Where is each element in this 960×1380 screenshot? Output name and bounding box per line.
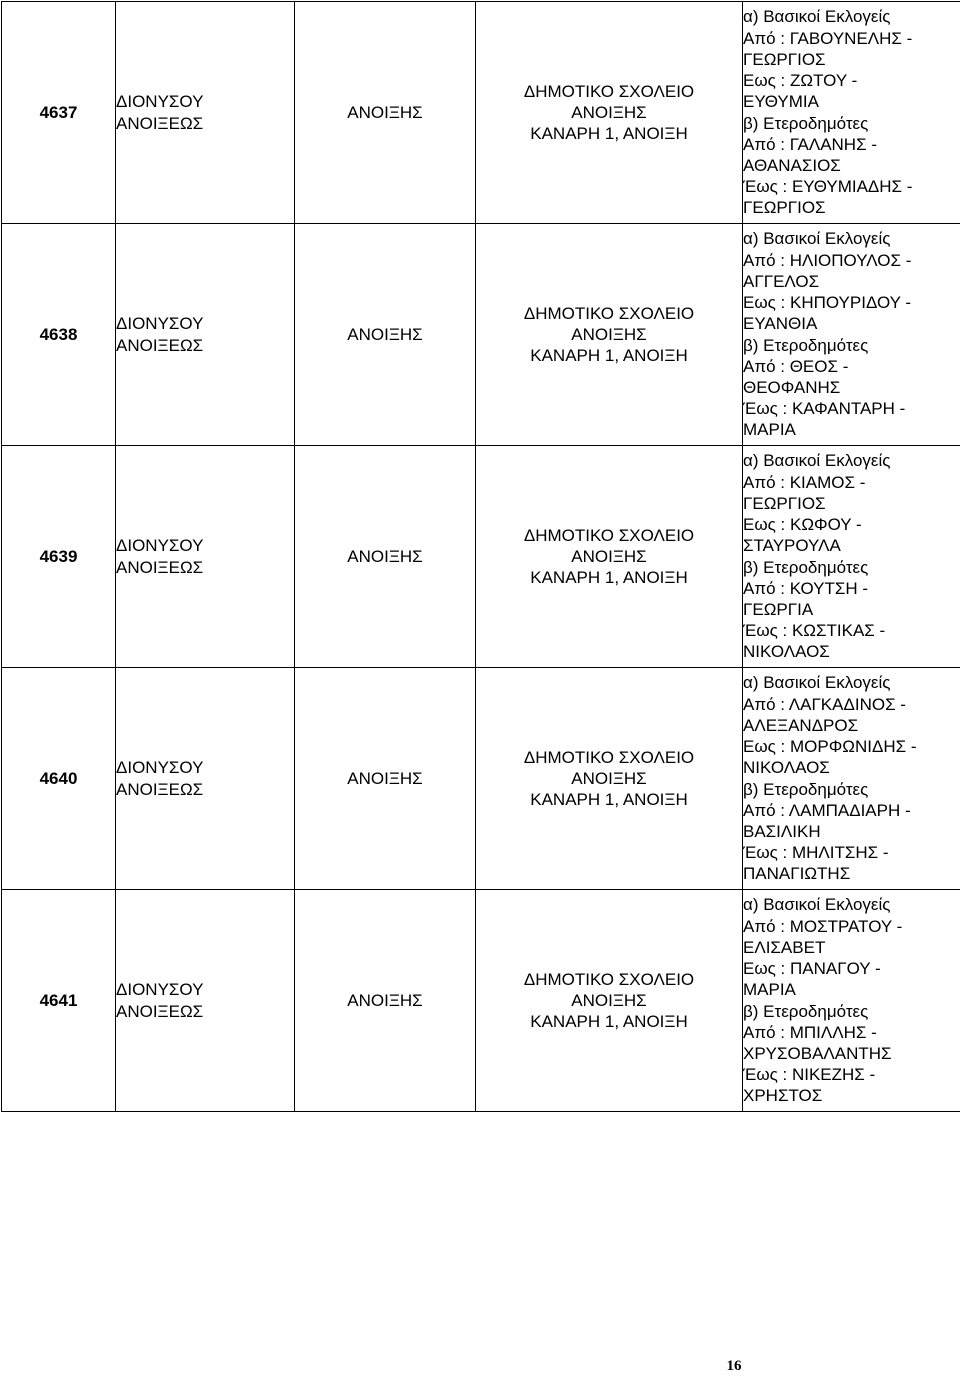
representatives-cell-line: Εως : ΚΗΠΟΥΡΙΔΟΥ - [743, 293, 912, 313]
representatives-cell-line: ΓΕΩΡΓΙΟΣ [743, 198, 826, 218]
municipality-cell [116, 2, 295, 224]
station-number: 4641 [2, 890, 116, 1112]
table-row [2, 446, 960, 668]
representatives-cell-line: ΓΕΩΡΓΙΟΣ [743, 493, 826, 513]
representatives-cell-line: β) Ετεροδημότες [743, 113, 869, 133]
representatives-cell-line: Έως : ΚΩΣΤΙΚΑΣ - [743, 621, 886, 641]
representatives-cell-line: ΓΕΩΡΓΙΟΣ [743, 49, 826, 69]
area-cell: ΑΝΟΙΞΗΣ [295, 2, 476, 224]
location-cell [476, 668, 743, 890]
table-body [2, 2, 960, 1112]
representatives-cell-line: ΧΡΥΣΟΒΑΛΑΝΤΗΣ [743, 1043, 892, 1063]
representatives-cell-line: Εως : ΠΑΝΑΓΟΥ - [743, 959, 881, 979]
municipality-cell-line: ΔΙΟΝΥΣΟΥ [116, 536, 204, 556]
representatives-cell-line: β) Ετεροδημότες [743, 779, 869, 799]
representatives-cell-line: ΜΑΡΙΑ [743, 420, 796, 440]
representatives-cell-line: ΒΑΣΙΛΙΚΗ [743, 821, 821, 841]
representatives-cell-line: ΕΛΙΣΑΒΕΤ [743, 937, 826, 957]
municipality-cell-line: ΔΙΟΝΥΣΟΥ [116, 980, 204, 1000]
municipality-cell-line: ΑΝΟΙΞΕΩΣ [116, 113, 204, 133]
location-cell-line: ΔΗΜΟΤΙΚΟ ΣΧΟΛΕΙΟ [523, 525, 695, 545]
representatives-cell-line: Από : ΓΑΒΟΥΝΕΛΗΣ - [743, 28, 913, 48]
location-cell-line: ΚΑΝΑΡΗ 1, ΑΝΟΙΞΗ [530, 568, 688, 588]
location-cell-line: ΑΝΟΙΞΗΣ [571, 990, 647, 1010]
representatives-cell-line: ΝΙΚΟΛΑΟΣ [743, 758, 830, 778]
location-cell-line: ΚΑΝΑΡΗ 1, ΑΝΟΙΞΗ [530, 346, 688, 366]
location-cell [476, 224, 743, 446]
representatives-cell-line: ΕΥΘΥΜΙΑ [743, 92, 819, 112]
representatives-cell-line: Από : ΓΑΛΑΝΗΣ - [743, 134, 877, 154]
location-cell-line: ΚΑΝΑΡΗ 1, ΑΝΟΙΞΗ [530, 1012, 688, 1032]
table-row [2, 2, 960, 224]
municipality-cell-line: ΑΝΟΙΞΕΩΣ [116, 779, 204, 799]
municipality-cell [116, 446, 295, 668]
location-cell-line: ΑΝΟΙΞΗΣ [571, 102, 647, 122]
representatives-cell-line: Έως : ΜΗΛΙΤΣΗΣ - [743, 843, 889, 863]
representatives-cell-line: ΧΡΗΣΤΟΣ [743, 1086, 823, 1106]
representatives-cell [743, 890, 960, 1112]
representatives-cell-line: Από : ΘΕΟΣ - [743, 356, 849, 376]
representatives-cell [743, 668, 960, 890]
location-cell-line: ΑΝΟΙΞΗΣ [571, 324, 647, 344]
municipality-cell-line: ΔΙΟΝΥΣΟΥ [116, 758, 204, 778]
municipality-cell-line: ΑΝΟΙΞΕΩΣ [116, 557, 204, 577]
location-cell-line: ΔΗΜΟΤΙΚΟ ΣΧΟΛΕΙΟ [523, 81, 695, 101]
representatives-cell-line: Εως : ΖΩΤΟΥ - [743, 71, 858, 91]
representatives-cell-line: β) Ετεροδημότες [743, 1001, 869, 1021]
station-number: 4639 [2, 446, 116, 668]
representatives-cell-line: Εως : ΜΟΡΦΩΝΙΔΗΣ - [743, 737, 917, 757]
representatives-cell-line: α) Βασικοί Εκλογείς [743, 673, 891, 693]
location-cell-line: ΔΗΜΟΤΙΚΟ ΣΧΟΛΕΙΟ [523, 747, 695, 767]
area-cell: ΑΝΟΙΞΗΣ [295, 224, 476, 446]
representatives-cell-line: ΘΕΟΦΑΝΗΣ [743, 377, 841, 397]
location-cell-line: ΑΝΟΙΞΗΣ [571, 768, 647, 788]
representatives-cell-line: Έως : ΕΥΘΥΜΙΑΔΗΣ - [743, 177, 913, 197]
representatives-cell-line: ΑΛΕΞΑΝΔΡΟΣ [743, 715, 859, 735]
representatives-cell [743, 224, 960, 446]
location-cell-line: ΚΑΝΑΡΗ 1, ΑΝΟΙΞΗ [530, 790, 688, 810]
table-row [2, 224, 960, 446]
representatives-cell-line: α) Βασικοί Εκλογείς [743, 229, 891, 249]
representatives-cell-line: α) Βασικοί Εκλογείς [743, 895, 891, 915]
representatives-cell-line: ΜΑΡΙΑ [743, 980, 796, 1000]
representatives-cell-line: ΝΙΚΟΛΑΟΣ [743, 642, 830, 662]
representatives-cell-line: α) Βασικοί Εκλογείς [743, 451, 891, 471]
representatives-cell [743, 446, 960, 668]
representatives-cell-line: Από : ΛΑΜΠΑΔΙΑΡΗ - [743, 800, 911, 820]
page-number: 16 [726, 1358, 742, 1374]
table-row [2, 890, 960, 1112]
representatives-cell-line: ΕΥΑΝΘΙΑ [743, 314, 818, 334]
representatives-cell-line: ΠΑΝΑΓΙΩΤΗΣ [743, 864, 851, 884]
location-cell-line: ΑΝΟΙΞΗΣ [571, 546, 647, 566]
municipality-cell [116, 224, 295, 446]
municipality-cell-line: ΑΝΟΙΞΕΩΣ [116, 335, 204, 355]
table-row [2, 668, 960, 890]
representatives-cell-line: ΑΘΑΝΑΣΙΟΣ [743, 155, 841, 175]
municipality-cell-line: ΔΙΟΝΥΣΟΥ [116, 92, 204, 112]
area-cell: ΑΝΟΙΞΗΣ [295, 446, 476, 668]
representatives-cell-line: Εως : ΚΩΦΟΥ - [743, 515, 862, 535]
representatives-cell-line: Από : ΜΟΣΤΡΑΤΟΥ - [743, 916, 903, 936]
representatives-cell-line: α) Βασικοί Εκλογείς [743, 7, 891, 27]
area-cell: ΑΝΟΙΞΗΣ [295, 890, 476, 1112]
representatives-cell-line: Έως : ΚΑΦΑΝΤΑΡΗ - [743, 399, 906, 419]
municipality-cell-line: ΑΝΟΙΞΕΩΣ [116, 1001, 204, 1021]
representatives-cell-line: Από : ΜΠΙΛΛΗΣ - [743, 1022, 877, 1042]
representatives-cell-line: ΓΕΩΡΓΙΑ [743, 599, 814, 619]
municipality-cell [116, 890, 295, 1112]
station-number: 4640 [2, 668, 116, 890]
location-cell-line: ΚΑΝΑΡΗ 1, ΑΝΟΙΞΗ [530, 124, 688, 144]
municipality-cell-line: ΔΙΟΝΥΣΟΥ [116, 314, 204, 334]
station-number: 4638 [2, 224, 116, 446]
representatives-cell-line: ΣΤΑΥΡΟΥΛΑ [743, 536, 841, 556]
municipality-cell [116, 668, 295, 890]
representatives-cell-line: β) Ετεροδημότες [743, 335, 869, 355]
polling-stations-table [1, 1, 960, 1112]
location-cell-line: ΔΗΜΟΤΙΚΟ ΣΧΟΛΕΙΟ [523, 303, 695, 323]
area-cell: ΑΝΟΙΞΗΣ [295, 668, 476, 890]
station-number: 4637 [2, 2, 116, 224]
representatives-cell-line: Από : ΛΑΓΚΑΔΙΝΟΣ - [743, 694, 906, 714]
representatives-cell [743, 2, 960, 224]
representatives-cell-line: Από : ΗΛΙΟΠΟΥΛΟΣ - [743, 250, 912, 270]
representatives-cell-line: ΑΓΓΕΛΟΣ [743, 271, 820, 291]
representatives-cell-line: Από : ΚΟΥΤΣΗ - [743, 578, 869, 598]
location-cell [476, 2, 743, 224]
representatives-cell-line: Από : ΚΙΑΜΟΣ - [743, 472, 866, 492]
location-cell-line: ΔΗΜΟΤΙΚΟ ΣΧΟΛΕΙΟ [523, 969, 695, 989]
location-cell [476, 446, 743, 668]
representatives-cell-line: Έως : ΝΙΚΕΖΗΣ - [743, 1065, 876, 1085]
representatives-cell-line: β) Ετεροδημότες [743, 557, 869, 577]
location-cell [476, 890, 743, 1112]
